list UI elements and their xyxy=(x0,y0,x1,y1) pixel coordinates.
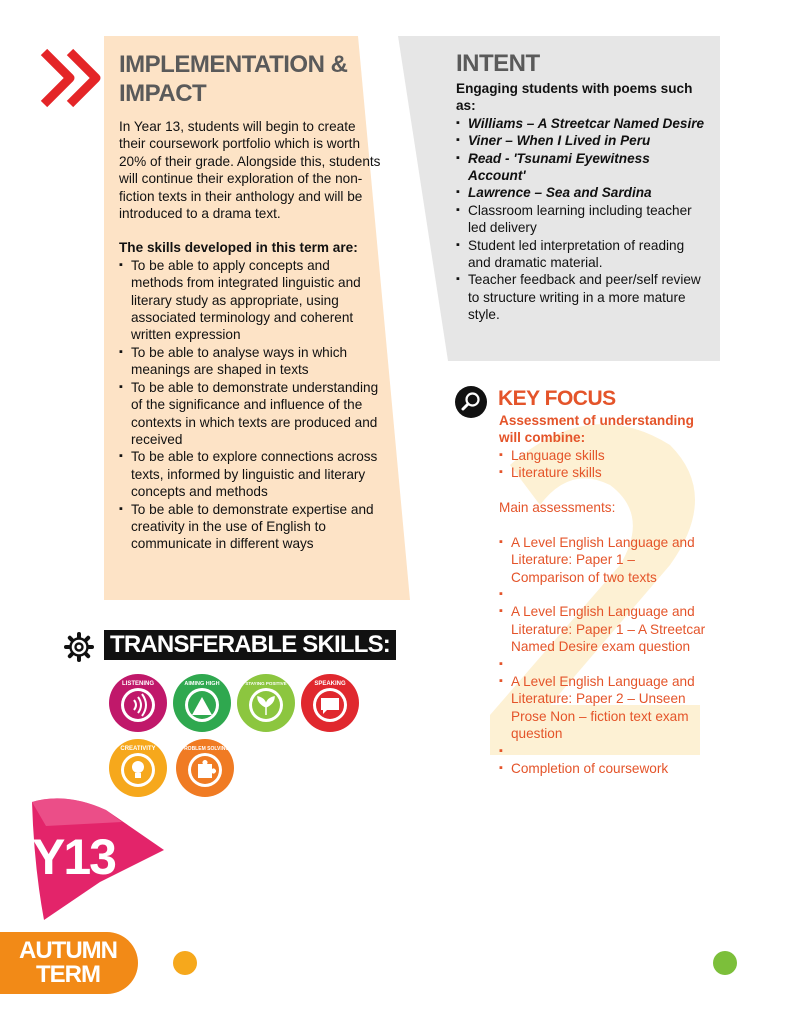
term-line1: AUTUMN xyxy=(19,937,117,964)
year-label: Y13 xyxy=(32,829,115,885)
skills-list xyxy=(119,257,381,553)
listening-badge xyxy=(108,673,168,733)
poem-item: ▪ Williams – A Streetcar Named Desire xyxy=(456,115,706,132)
key-focus-title: KEY FOCUS xyxy=(498,387,616,410)
assessment-item: ▪ A Level English Language and Literature: Paper 2 – Unseen Prose Non – fiction text exam question xyxy=(499,673,709,743)
poem-item: ▪ Read - 'Tsunami Eyewitness Account' xyxy=(456,150,706,185)
implementation-body xyxy=(119,118,381,553)
focus-skill-item: ▪ Language skills xyxy=(499,447,709,464)
assessment-item: ▪ A Level English Language and Literature: Paper 1 – A Streetcar Named Desire exam question xyxy=(499,603,709,655)
intent-item: ▪ Student led interpretation of reading and dramatic material. xyxy=(456,237,706,272)
skill-item: ▪ To be able to demonstrate understanding of the significance and influence of the contexts in which texts are produced and received xyxy=(119,379,381,449)
speaking-badge xyxy=(300,673,360,733)
term-line2: TERM xyxy=(36,961,100,988)
skill-item: ▪ To be able to analyse ways in which meanings are shaped in texts xyxy=(119,344,381,379)
key-focus-heading: Assessment of understanding will combine: xyxy=(499,413,694,446)
timeline-start-dot xyxy=(173,951,197,975)
double-chevron-icon xyxy=(40,48,112,108)
transferable-skills-title: TRANSFERABLE SKILLS: xyxy=(104,630,396,660)
intent-item: ▪ Classroom learning including teacher led delivery xyxy=(456,202,706,237)
timeline-end-dot xyxy=(713,951,737,975)
term-label xyxy=(12,939,124,987)
intent-item: ▪ Teacher feedback and peer/self review to structure writing in a more mature style. xyxy=(456,271,706,323)
main-assessments-label: Main assessments: xyxy=(499,500,616,516)
badge-label: AIMING HIGH xyxy=(184,681,220,687)
badge-label: SPEAKING xyxy=(314,681,346,687)
skills-heading: The skills developed in this term are: xyxy=(119,240,358,256)
focus-skill-item: ▪ Literature skills xyxy=(499,464,709,481)
intent-body xyxy=(456,80,706,324)
gear-icon xyxy=(64,632,94,662)
skill-item: ▪ To be able to explore connections across texts, informed by linguistic and literary concepts and methods xyxy=(119,448,381,500)
aiming-high-badge xyxy=(172,673,232,733)
staying-positive-badge xyxy=(236,673,296,733)
poem-item: ▪ Viner – When I Lived in Peru xyxy=(456,132,706,149)
implementation-intro: In Year 13, students will begin to create their coursework portfolio which is worth 20% of their grade. Alongside this, students will continue their exploration of the non-fiction texts in their anthology and will be introduced to a drama text. xyxy=(119,119,381,222)
poem-item: ▪ Lawrence – Sea and Sardina xyxy=(456,184,706,201)
badge-label: STAYING POSITIVE xyxy=(245,681,287,686)
badge-label: PROBLEM SOLVING xyxy=(180,746,230,752)
implementation-title-line1: IMPLEMENTATION & xyxy=(119,51,348,78)
key-focus-body xyxy=(499,412,709,777)
skill-item: ▪ To be able to demonstrate expertise and creativity in the use of English to communicate in different ways xyxy=(119,501,381,553)
implementation-title-line2: IMPACT xyxy=(119,80,207,107)
skill-item: ▪ To be able to apply concepts and methods from integrated linguistic and literary study as appropriate, using associated terminology and coherent written expression xyxy=(119,257,381,344)
assessment-item: ▪ Completion of coursework xyxy=(499,760,709,777)
badge-label: CREATIVITY xyxy=(120,746,156,752)
badge-label: LISTENING xyxy=(121,681,155,687)
implementation-title xyxy=(119,50,369,108)
magnifier-icon xyxy=(455,386,487,418)
intent-list xyxy=(456,115,706,324)
intent-title: INTENT xyxy=(456,50,540,77)
key-focus-skills xyxy=(499,447,709,482)
problem-solving-badge xyxy=(175,738,235,798)
creativity-badge xyxy=(108,738,168,798)
term-timeline xyxy=(172,950,738,976)
assessment-list xyxy=(499,534,709,778)
intent-lead: Engaging students with poems such as: xyxy=(456,81,693,114)
assessment-item: ▪ A Level English Language and Literature: Paper 1 – Comparison of two texts xyxy=(499,534,709,586)
